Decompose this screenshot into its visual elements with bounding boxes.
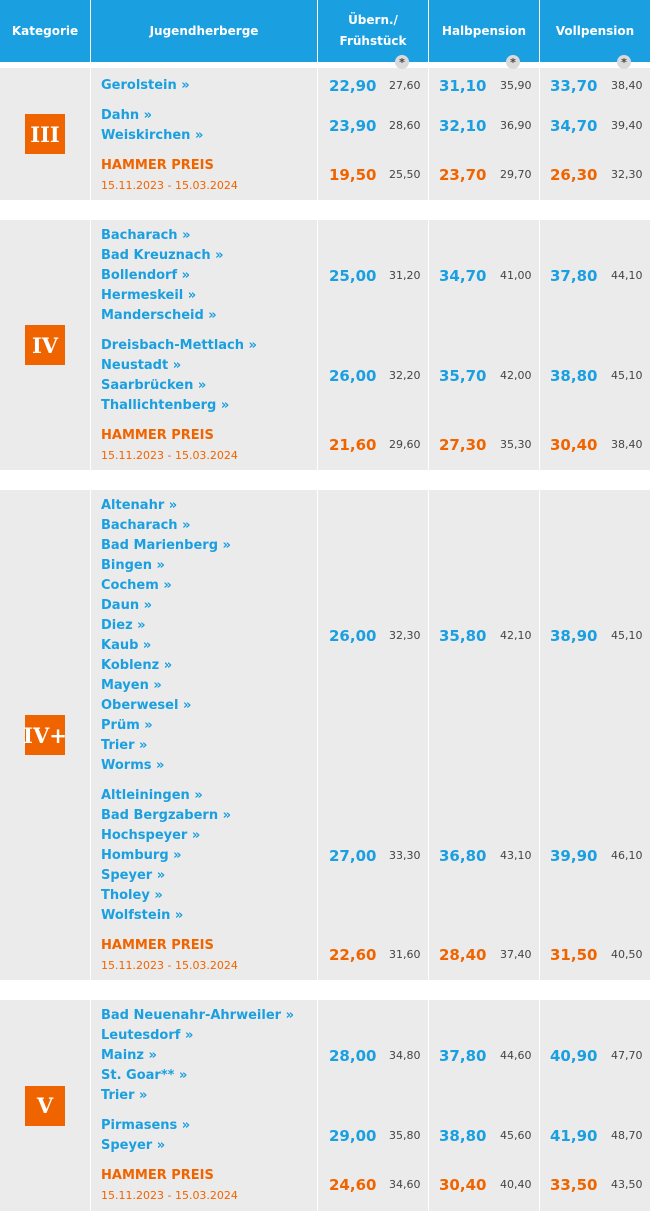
price-secondary: 43,10 xyxy=(500,849,532,862)
price-main: 30,40 xyxy=(550,436,598,454)
category-badge: IV+ xyxy=(25,715,65,755)
column-divider xyxy=(90,62,91,1211)
hostel-link[interactable]: Gerolstein » xyxy=(101,78,190,93)
category-spacer xyxy=(0,980,650,1000)
price-secondary: 35,80 xyxy=(389,1129,421,1142)
header-divider xyxy=(428,0,429,62)
hostel-link[interactable]: Hochspeyer » xyxy=(101,828,201,843)
price-main: 23,90 xyxy=(329,117,377,135)
price-main: 34,70 xyxy=(550,117,598,135)
price-main: 26,00 xyxy=(329,627,377,645)
price-secondary: 31,20 xyxy=(389,269,421,282)
hostel-link[interactable]: Trier » xyxy=(101,1088,148,1103)
price-secondary: 29,70 xyxy=(500,168,532,181)
price-main: 32,10 xyxy=(439,117,487,135)
price-main: 25,00 xyxy=(329,267,377,285)
price-main: 35,80 xyxy=(439,627,487,645)
price-secondary: 34,80 xyxy=(389,1049,421,1062)
hostel-link[interactable]: Worms » xyxy=(101,758,165,773)
price-main: 24,60 xyxy=(329,1176,377,1194)
price-secondary: 47,70 xyxy=(611,1049,643,1062)
price-secondary: 38,40 xyxy=(611,438,643,451)
price-secondary: 39,40 xyxy=(611,119,643,132)
price-secondary: 36,90 xyxy=(500,119,532,132)
header-divider xyxy=(539,0,540,62)
price-secondary: 41,00 xyxy=(500,269,532,282)
hammer-preis-label: HAMMER PREIS xyxy=(101,938,214,953)
price-main: 19,50 xyxy=(329,166,377,184)
price-secondary: 42,10 xyxy=(500,629,532,642)
price-main: 27,00 xyxy=(329,847,377,865)
hostel-link[interactable]: Bacharach » xyxy=(101,228,191,243)
header-divider xyxy=(317,0,318,62)
price-main: 41,90 xyxy=(550,1127,598,1145)
hostel-link[interactable]: Altenahr » xyxy=(101,498,178,513)
price-main: 38,80 xyxy=(550,367,598,385)
price-secondary: 29,60 xyxy=(389,438,421,451)
price-main: 33,70 xyxy=(550,77,598,95)
price-secondary: 28,60 xyxy=(389,119,421,132)
price-secondary: 32,30 xyxy=(389,629,421,642)
header-uebern-line2: Frühstück xyxy=(339,34,407,48)
hostel-link[interactable]: Leutesdorf » xyxy=(101,1028,194,1043)
hammer-preis-label: HAMMER PREIS xyxy=(101,1168,214,1183)
price-main: 34,70 xyxy=(439,267,487,285)
price-secondary: 46,10 xyxy=(611,849,643,862)
hammer-preis-dates: 15.11.2023 - 15.03.2024 xyxy=(101,959,238,972)
price-main: 22,60 xyxy=(329,946,377,964)
category-spacer xyxy=(0,200,650,220)
header-jugendherberge: Jugendherberge xyxy=(149,23,259,38)
price-main: 33,50 xyxy=(550,1176,598,1194)
price-secondary: 45,60 xyxy=(500,1129,532,1142)
category-badge: V xyxy=(25,1086,65,1126)
price-main: 26,30 xyxy=(550,166,598,184)
hostel-link[interactable]: Bad Kreuznach » xyxy=(101,248,224,263)
price-secondary: 40,40 xyxy=(500,1178,532,1191)
column-divider xyxy=(539,62,540,1211)
price-main: 37,80 xyxy=(550,267,598,285)
price-main: 21,60 xyxy=(329,436,377,454)
category-spacer xyxy=(0,470,650,490)
header-halbpension: Halbpension xyxy=(441,23,527,38)
hostel-link[interactable]: Bingen » xyxy=(101,558,165,573)
category-badge: III xyxy=(25,114,65,154)
hostel-link[interactable]: Altleiningen » xyxy=(101,788,203,803)
price-secondary: 35,30 xyxy=(500,438,532,451)
hostel-link[interactable]: Daun » xyxy=(101,598,152,613)
category-block xyxy=(0,490,650,980)
hostel-link[interactable]: Koblenz » xyxy=(101,658,173,673)
price-secondary: 25,50 xyxy=(389,168,421,181)
price-secondary: 38,40 xyxy=(611,79,643,92)
price-secondary: 45,10 xyxy=(611,629,643,642)
hostel-link[interactable]: Trier » xyxy=(101,738,148,753)
price-secondary: 40,50 xyxy=(611,948,643,961)
hostel-link[interactable]: Diez » xyxy=(101,618,146,633)
price-main: 23,70 xyxy=(439,166,487,184)
hammer-preis-dates: 15.11.2023 - 15.03.2024 xyxy=(101,179,238,192)
price-main: 28,40 xyxy=(439,946,487,964)
hostel-link[interactable]: Dahn » xyxy=(101,108,152,123)
hammer-preis-dates: 15.11.2023 - 15.03.2024 xyxy=(101,449,238,462)
table-header xyxy=(0,0,650,62)
hostel-link[interactable]: Bad Bergzabern » xyxy=(101,808,232,823)
price-main: 27,30 xyxy=(439,436,487,454)
hostel-link[interactable]: Kaub » xyxy=(101,638,152,653)
info-star-icon[interactable]: * xyxy=(506,55,520,69)
hostel-link[interactable]: Cochem » xyxy=(101,578,172,593)
hostel-link[interactable]: Hermeskeil » xyxy=(101,288,197,303)
price-main: 28,00 xyxy=(329,1047,377,1065)
price-secondary: 42,00 xyxy=(500,369,532,382)
hostel-link[interactable]: Prüm » xyxy=(101,718,153,733)
price-secondary: 32,30 xyxy=(611,168,643,181)
price-secondary: 27,60 xyxy=(389,79,421,92)
hostel-link[interactable]: Speyer » xyxy=(101,868,166,883)
hostel-link[interactable]: Tholey » xyxy=(101,888,163,903)
header-divider xyxy=(90,0,91,62)
hostel-link[interactable]: Homburg » xyxy=(101,848,182,863)
hostel-link[interactable]: Mayen » xyxy=(101,678,162,693)
hostel-link[interactable]: Bad Marienberg » xyxy=(101,538,231,553)
price-main: 37,80 xyxy=(439,1047,487,1065)
info-star-icon[interactable]: * xyxy=(617,55,631,69)
hostel-link[interactable]: Neustadt » xyxy=(101,358,182,373)
price-secondary: 44,10 xyxy=(611,269,643,282)
price-secondary: 45,10 xyxy=(611,369,643,382)
price-secondary: 48,70 xyxy=(611,1129,643,1142)
price-main: 26,00 xyxy=(329,367,377,385)
hostel-link[interactable]: Speyer » xyxy=(101,1138,166,1153)
hostel-link[interactable]: Bacharach » xyxy=(101,518,191,533)
hostel-link[interactable]: Dreisbach-Mettlach » xyxy=(101,338,257,353)
price-main: 22,90 xyxy=(329,77,377,95)
hostel-link[interactable]: Thallichtenberg » xyxy=(101,398,230,413)
price-main: 31,50 xyxy=(550,946,598,964)
header-uebern-line1: Übern./ xyxy=(348,13,398,27)
price-secondary: 34,60 xyxy=(389,1178,421,1191)
category-badge: IV xyxy=(25,325,65,365)
column-divider xyxy=(317,62,318,1211)
category-block xyxy=(0,220,650,470)
price-main: 29,00 xyxy=(329,1127,377,1145)
price-main: 36,80 xyxy=(439,847,487,865)
column-divider xyxy=(428,62,429,1211)
hostel-link[interactable]: Bollendorf » xyxy=(101,268,191,283)
info-star-icon[interactable]: * xyxy=(395,55,409,69)
price-main: 35,70 xyxy=(439,367,487,385)
hostel-link[interactable]: St. Goar** » xyxy=(101,1068,188,1083)
price-secondary: 44,60 xyxy=(500,1049,532,1062)
price-main: 30,40 xyxy=(439,1176,487,1194)
header-vollpension: Vollpension xyxy=(555,23,635,38)
price-main: 39,90 xyxy=(550,847,598,865)
price-main: 38,80 xyxy=(439,1127,487,1145)
header-uebernachtung xyxy=(318,0,428,62)
price-secondary: 32,20 xyxy=(389,369,421,382)
price-main: 40,90 xyxy=(550,1047,598,1065)
hostel-link[interactable]: Saarbrücken » xyxy=(101,378,207,393)
hostel-link[interactable]: Pirmasens » xyxy=(101,1118,191,1133)
price-secondary: 33,30 xyxy=(389,849,421,862)
price-secondary: 35,90 xyxy=(500,79,532,92)
price-main: 38,90 xyxy=(550,627,598,645)
hostel-link[interactable]: Oberwesel » xyxy=(101,698,192,713)
hostel-link[interactable]: Bad Neuenahr-Ahrweiler » xyxy=(101,1008,294,1023)
hostel-link[interactable]: Mainz » xyxy=(101,1048,157,1063)
hammer-preis-label: HAMMER PREIS xyxy=(101,158,214,173)
hostel-link[interactable]: Manderscheid » xyxy=(101,308,217,323)
price-secondary: 43,50 xyxy=(611,1178,643,1191)
price-main: 31,10 xyxy=(439,77,487,95)
header-kategorie: Kategorie xyxy=(11,23,79,38)
hostel-link[interactable]: Wolfstein » xyxy=(101,908,184,923)
hammer-preis-label: HAMMER PREIS xyxy=(101,428,214,443)
price-secondary: 37,40 xyxy=(500,948,532,961)
price-secondary: 31,60 xyxy=(389,948,421,961)
hammer-preis-dates: 15.11.2023 - 15.03.2024 xyxy=(101,1189,238,1202)
hostel-link[interactable]: Weiskirchen » xyxy=(101,128,204,143)
